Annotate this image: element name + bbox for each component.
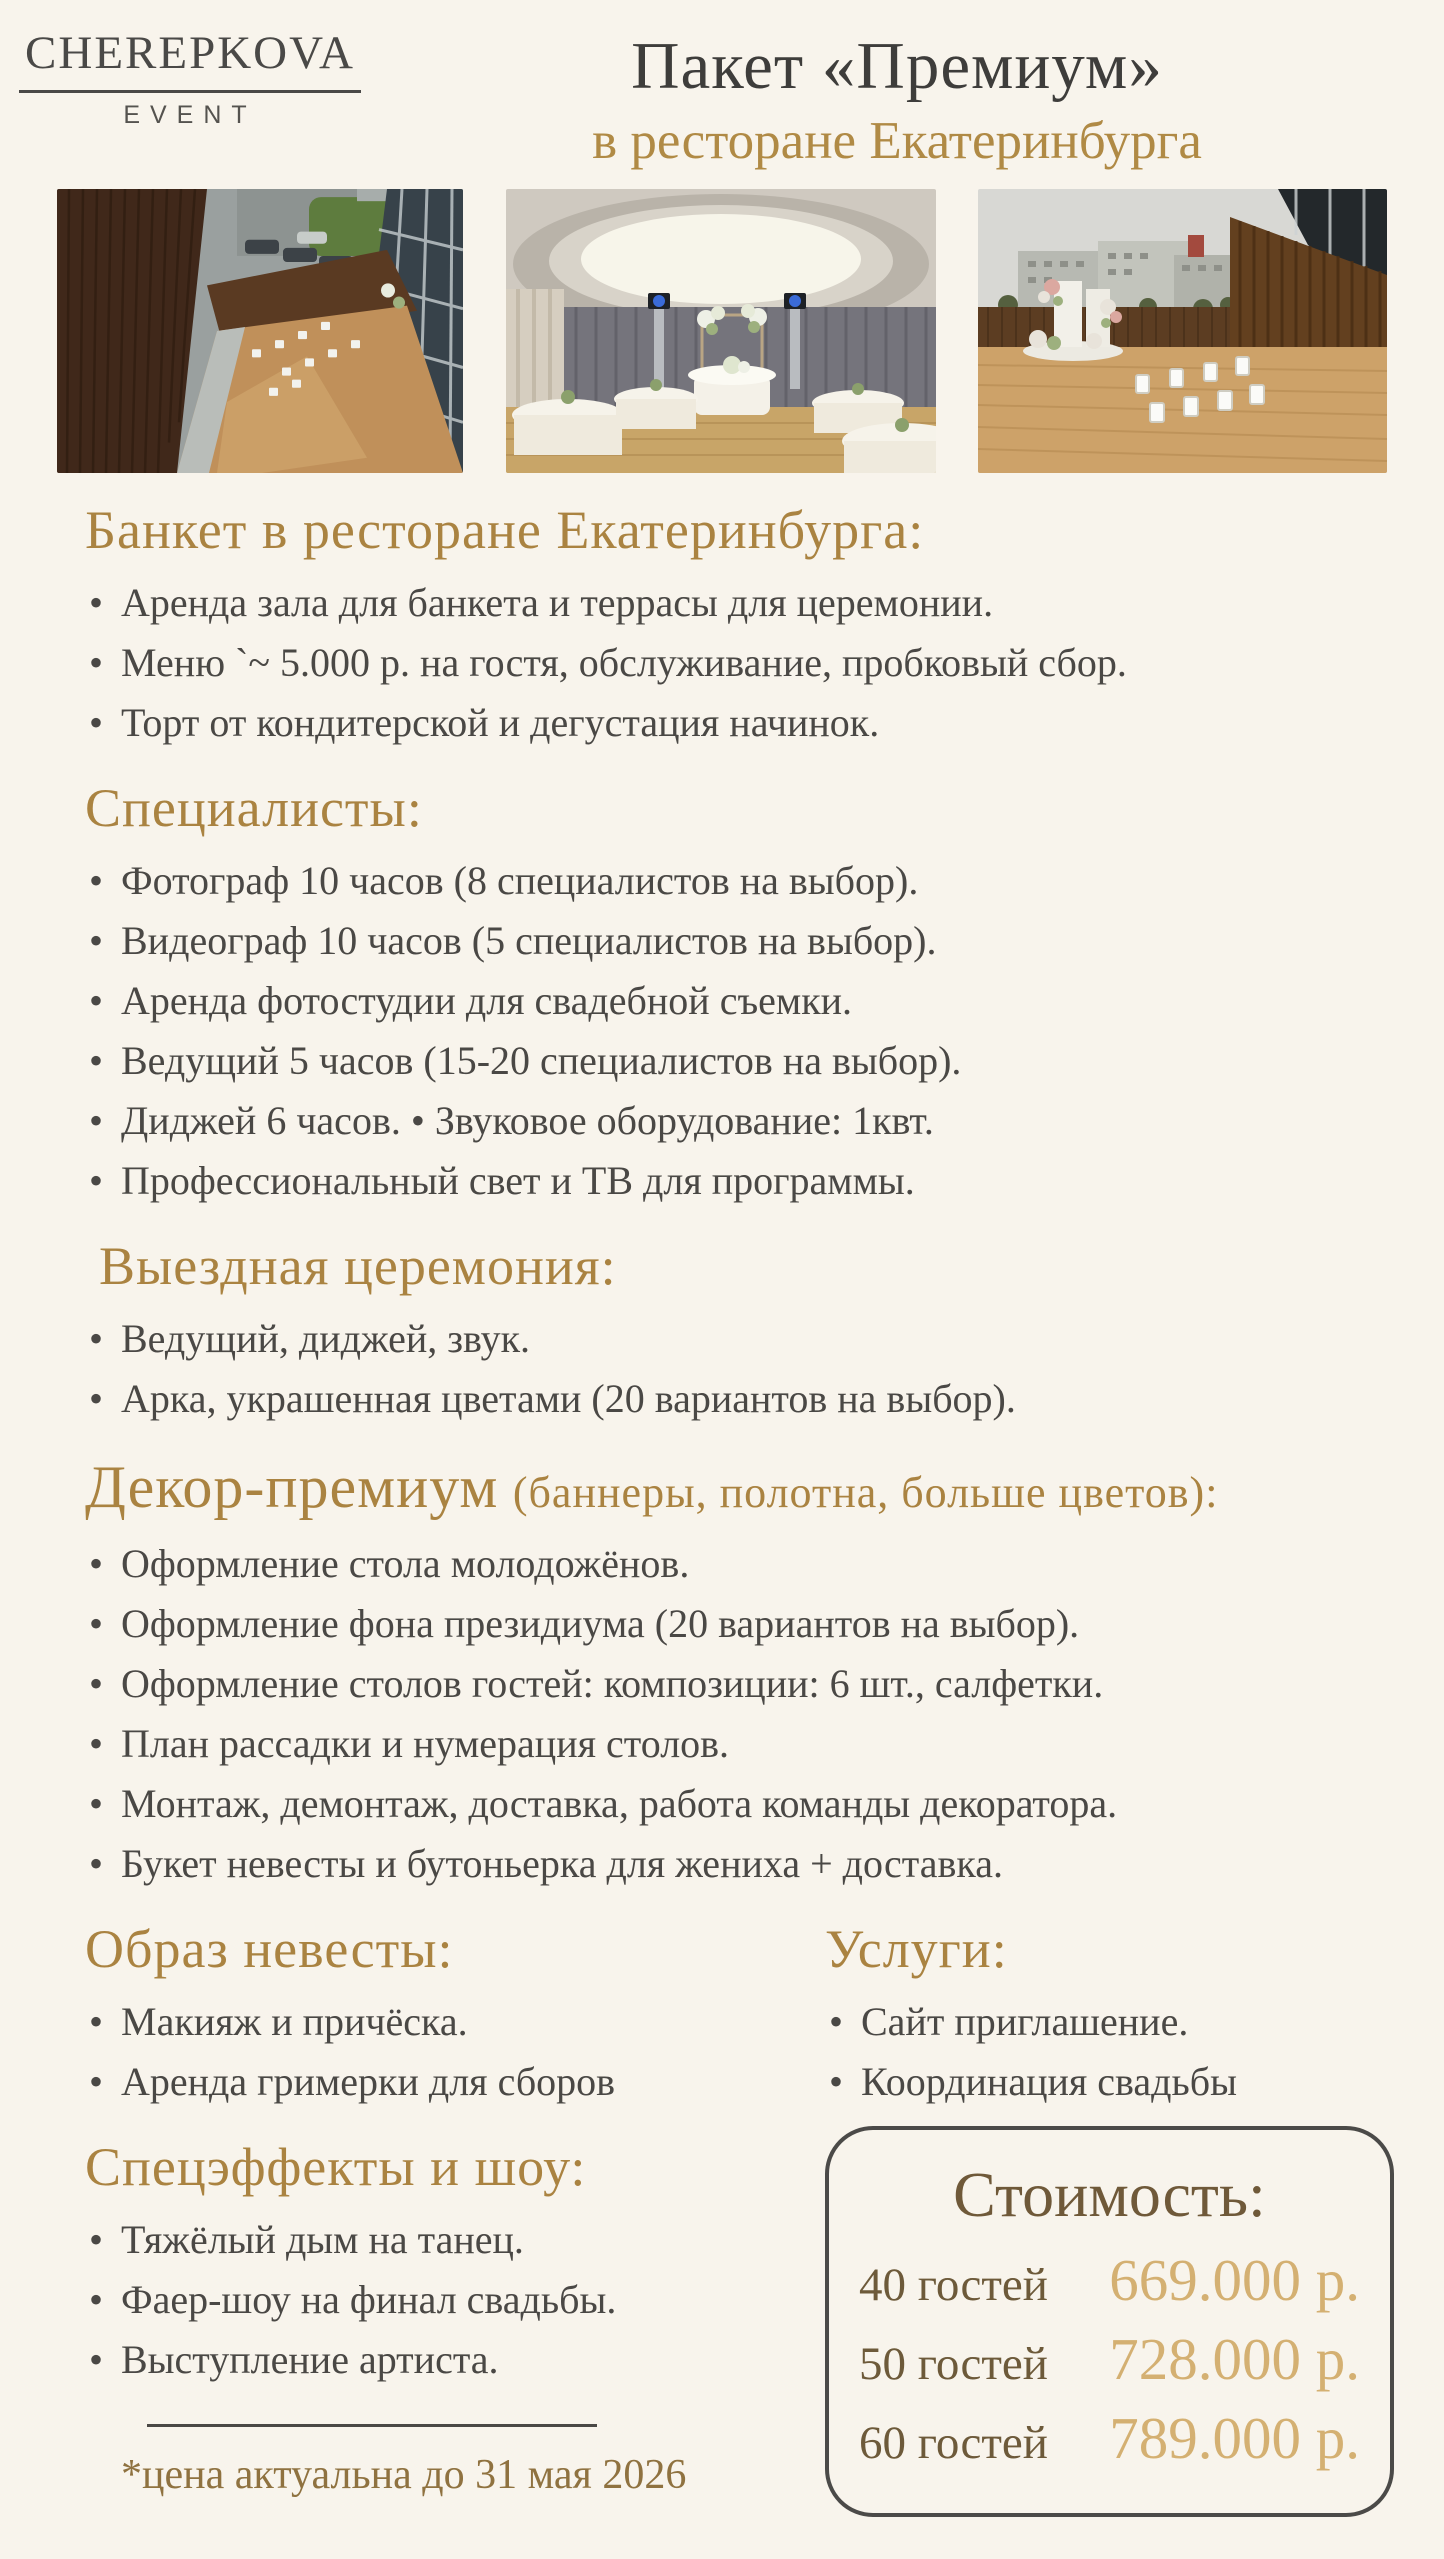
section-specialists [85,777,1394,1211]
list-item: • Ведущий 5 часов (15-20 специалистов на выбор). [85,1031,1394,1091]
section-ceremony [85,1235,1394,1429]
list-item: • Букет невесты и бутоньерка для жениха + доставка. [85,1834,1394,1894]
bottom-left-column [85,1894,825,2517]
terrace-aerial-illustration [57,189,463,473]
footnote: *цена актуальна до 31 мая 2026 [121,2452,687,2498]
decor-heading-note: (баннеры, полотна, больше цветов): [512,1468,1219,1517]
photo-banquet-hall [506,189,936,473]
list-item: • Аренда зала для банкета и террасы для церемонии. [85,573,1394,633]
price-value: 789.000 р. [1109,2405,1360,2471]
list-item: • Видеограф 10 часов (5 специалистов на выбор). [85,911,1394,971]
list-item: • Фотограф 10 часов (8 специалистов на выбор). [85,851,1394,911]
list-item: • Аренда гримерки для сборов [85,2052,825,2112]
package-title: Пакет «Премиум» [631,29,1163,103]
list-item: • Монтаж, демонтаж, доставка, работа команды декоратора. [85,1774,1394,1834]
decor-list [85,1534,1394,1894]
bottom-right-column [825,1894,1394,2517]
price-guests: 40 гостей [859,2259,1048,2311]
package-subtitle: в ресторане Екатеринбурга [592,112,1202,170]
effects-list [85,2210,825,2390]
brand-sub: EVENT [123,101,257,129]
banquet-hall-illustration [506,189,936,473]
list-item: • Диджей 6 часов. • Звуковое оборудование: 1квт. [85,1091,1394,1151]
decor-heading-main: Декор-премиум [85,1454,499,1520]
list-item: • Меню `~ 5.000 р. на гостя, обслуживание, пробковый сбор. [85,633,1394,693]
page-title-block [380,26,1444,171]
section-heading-services: Услуги: [825,1919,1008,1979]
brand-logo [0,26,380,130]
brand-name: CHEREPKOVA [19,26,361,93]
list-item: • Профессиональный свет и ТВ для программы. [85,1151,1394,1211]
list-item: • Арка, украшенная цветами (20 вариантов на выбор). [85,1369,1394,1429]
ceremony-list [85,1309,1394,1429]
bottom-columns [85,1894,1394,2517]
header [0,0,1444,171]
section-effects [85,2136,825,2390]
section-heading-decor [85,1453,1394,1522]
price-guests: 60 гостей [859,2417,1048,2469]
footnote-divider [147,2424,597,2427]
list-item: • Ведущий, диджей, звук. [85,1309,1394,1369]
bride-list [85,1992,825,2112]
price-value: 728.000 р. [1109,2326,1360,2392]
section-bride [85,1918,825,2112]
section-heading-banquet: Банкет в ресторане Екатеринбурга: [85,500,925,560]
price-value: 669.000 р. [1109,2247,1360,2313]
list-item: • Торт от кондитерской и дегустация начинок. [85,693,1394,753]
section-heading-ceremony: Выездная церемония: [99,1236,617,1296]
list-item: • Фаер-шоу на финал свадьбы. [85,2270,825,2330]
section-banquet [85,499,1394,753]
list-item: • Оформление фона президиума (20 вариантов на выбор). [85,1594,1394,1654]
list-item: • Сайт приглашение. [825,1992,1394,2052]
content [0,473,1444,2517]
services-list [825,1992,1394,2112]
section-heading-bride: Образ невесты: [85,1919,454,1979]
price-box [825,2126,1394,2517]
photo-terrace-aerial [57,189,463,473]
price-guests: 50 гостей [859,2338,1048,2390]
section-heading-specialists: Специалисты: [85,778,423,838]
price-row [859,2246,1360,2315]
list-item: • Аренда фотостудии для свадебной съемки. [85,971,1394,1031]
ceremony-terrace-illustration [978,189,1387,473]
list-item: • План рассадки и нумерация столов. [85,1714,1394,1774]
list-item: • Макияж и причёска. [85,1992,825,2052]
section-decor [85,1453,1394,1894]
price-row [859,2325,1360,2394]
price-title: Стоимость: [953,2159,1266,2230]
photo-ceremony-terrace [978,189,1387,473]
list-item: • Оформление столов гостей: композиции: 6 шт., салфетки. [85,1654,1394,1714]
list-item: • Выступление артиста. [85,2330,825,2390]
list-item: • Тяжёлый дым на танец. [85,2210,825,2270]
specialists-list [85,851,1394,1211]
photo-strip [0,171,1444,473]
section-services [825,1918,1394,2112]
banquet-list [85,573,1394,753]
list-item: • Координация свадьбы [825,2052,1394,2112]
list-item: • Оформление стола молодожёнов. [85,1534,1394,1594]
section-heading-effects: Спецэффекты и шоу: [85,2137,587,2197]
price-row [859,2404,1360,2473]
